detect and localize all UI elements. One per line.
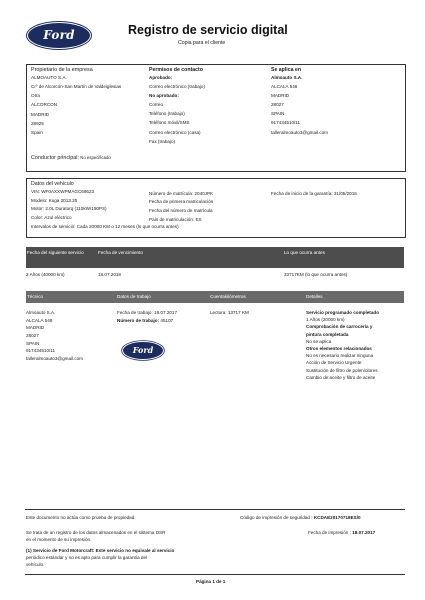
applies-line: 917434510/11: [271, 120, 301, 126]
work-data-column: [117, 310, 177, 324]
detail-item: No se aplica: [306, 338, 332, 344]
ford-logo: [27, 22, 91, 49]
company-line: Crº de Alcorcón-San Martín de Valdeiglesias: [31, 83, 122, 89]
next-service-value-1: 2 Años (40000 km): [26, 272, 65, 277]
detail-item: Sustitución de filtro de polen/olores: [306, 367, 378, 373]
work-number-value: 45107: [160, 317, 174, 323]
not-approved-label: No aprobado:: [149, 92, 179, 98]
detail-item: No es necesario realizar ninguna: [306, 353, 374, 359]
technician-line: MADRID: [26, 325, 45, 331]
detail-item: pintura completada: [306, 331, 349, 337]
work-date-line: [117, 310, 177, 316]
engine-label: Motor:: [31, 206, 45, 212]
detail-item: Servicio programado completado: [306, 310, 380, 315]
applies-column: [271, 67, 328, 136]
ford-logo-small: [122, 341, 164, 360]
engine-value: 2.0L Duratorq (110kW/150PS): [45, 206, 107, 212]
applies-line: 28027: [271, 102, 284, 108]
interval-label: Intervalos de servicio:: [31, 223, 76, 229]
interval-line: [31, 224, 179, 230]
print-date-label: Fecha de impresión :: [308, 530, 351, 535]
dsr-notice-line-1: Se trata de un registro de los datos almacenados en el sistema DSR: [26, 530, 166, 535]
security-code-value: KCDAE20170718ES/0: [313, 515, 361, 520]
plate-label: Número de matrícula:: [149, 190, 194, 196]
not-approved-item: Teléfono móvil/SMS: [149, 120, 190, 126]
vin-label: VIN:: [31, 189, 40, 195]
not-approved-item: Correo electrónico (casa): [149, 129, 201, 135]
approved-label: Aprobado:: [149, 74, 173, 80]
next-service-value-3: 33717KM (lo que ocurra antes): [284, 272, 348, 277]
plate-line: [149, 191, 213, 197]
contact-column: [149, 67, 205, 145]
company-line: 28925: [31, 120, 44, 126]
not-approved-item: Fax (trabajo): [149, 138, 176, 144]
detail-item: Otros elementos relacionados: [306, 345, 372, 351]
applies-line: MADRID: [271, 92, 290, 98]
technician-column: [26, 310, 83, 362]
driver-label: Conductor principal:: [31, 155, 79, 161]
security-code-label: Código de impresión de seguridad :: [240, 515, 313, 520]
company-line: Otra: [31, 93, 40, 99]
next-service-bar: [26, 247, 404, 268]
contact-heading: Permisos de contacto: [149, 67, 203, 73]
next-service-col2: Fecha de vencimiento: [98, 250, 143, 255]
work-date-label: Fecha de trabajo:: [117, 310, 153, 315]
next-service-col3: Lo que ocurra antes: [284, 250, 325, 255]
applies-line: SPAIN: [271, 111, 285, 117]
company-column: [31, 67, 121, 136]
warranty-label: Fecha de inicio de la garantía:: [271, 190, 333, 196]
main-driver: [31, 155, 111, 162]
details-column: [306, 310, 379, 381]
company-line: ALCORCON: [31, 102, 58, 108]
technician-line: Almoauto S.A.: [26, 310, 56, 315]
color-value: Azul eléctrico: [44, 215, 72, 221]
work-bar-col4: Detalles: [306, 294, 323, 299]
country-label: País de matriculación:: [149, 216, 195, 222]
technician-line: SPAIN: [26, 340, 40, 346]
work-number-label: Número de trabajo:: [117, 317, 160, 323]
approved-item: Correo electrónico (trabajo): [149, 83, 205, 89]
work-bar: [26, 291, 404, 303]
work-date-value: 18.07.2017: [154, 310, 178, 315]
warranty-value: 31/05/2016: [333, 190, 357, 196]
company-line: MADRID: [31, 111, 50, 117]
work-bar-col2: Datos de trabajo: [117, 294, 151, 299]
logo-text: Ford: [43, 28, 75, 43]
interval-value: Cada 20000 KM o 12 meses (lo que ocurra antes): [76, 223, 179, 229]
not-approved-item: Correo: [149, 102, 164, 108]
work-number-line: [117, 318, 177, 324]
odometer-value: 13717 KM: [227, 310, 249, 315]
applies-line: Almoauto S.A.: [271, 74, 303, 80]
company-line: ALMOAUTO S.A.: [31, 74, 67, 80]
current-registration-label: Fecha del número de matrícula: [149, 207, 213, 213]
security-code: [240, 515, 361, 521]
logo-text: Ford: [132, 345, 154, 356]
technician-line: ALCALA 546: [26, 317, 53, 323]
dsr-notice-line-2: en el momento de su impresión.: [26, 537, 92, 542]
odometer-line: [210, 310, 249, 316]
detail-item: Cambio de aceite y filtro de aceite: [306, 374, 376, 380]
applies-line: ALCALA 546: [271, 83, 298, 89]
vehicle-heading: Datos del vehículo: [31, 181, 74, 187]
work-bar-col3: Cuentakilómetros: [210, 294, 246, 299]
applies-heading: Se aplica en: [271, 67, 301, 73]
print-date: [308, 530, 375, 536]
page-number: Página 1 de 1: [196, 579, 226, 584]
detail-item: 1 Años (20000 km): [306, 317, 345, 323]
print-date-value: 18.07.2017: [352, 530, 376, 535]
motorcraft-note-line-3: vehículo.: [26, 562, 45, 567]
next-service-col1: Fecha del siguiente servicio: [27, 250, 84, 255]
first-registration-label: Fecha de primera matriculación: [149, 199, 214, 205]
country-value: ES: [195, 216, 202, 222]
technician-line: 917434510/11: [26, 348, 56, 354]
warranty-line: [271, 191, 357, 197]
model-label: Modelo:: [31, 197, 48, 203]
page-subtitle: Copia para el cliente: [178, 40, 226, 46]
vin-value: WF0AXXWPMAGC69523: [41, 189, 95, 195]
work-bar-col1: Técnico: [27, 294, 44, 299]
technician-line: 28027: [26, 333, 39, 339]
color-label: Color:: [31, 215, 44, 221]
page-title: Registro de servicio digital: [128, 23, 288, 37]
page-divider: [25, 574, 405, 575]
plate-value: 2040JPK: [194, 190, 214, 196]
company-line: Spain: [31, 129, 43, 135]
country-line: [149, 217, 213, 223]
footer-divider: [25, 509, 405, 510]
odometer-label: Lectura:: [210, 310, 227, 315]
motorcraft-note-line-1: (1) Servicio de Ford Motorcraft: Este servicio no equivale al servicio: [26, 548, 175, 553]
vehicle-column-mid: [149, 191, 213, 223]
company-heading: Propietario de la empresa: [31, 67, 93, 73]
detail-item: Acción de Servicio Urgente: [306, 360, 362, 366]
driver-value: No especificado: [80, 155, 111, 160]
proof-notice: Este documento no actúa como prueba de propiedad.: [26, 515, 136, 520]
not-approved-item: Teléfono (trabajo): [149, 111, 185, 117]
detail-item: Comprobación de carrocería y: [306, 324, 373, 330]
technician-line: talleralmoauto3@gmail.com: [26, 356, 84, 362]
model-value: Kuga 2013.25: [48, 197, 78, 203]
next-service-value-2: 18.07.2018: [98, 272, 121, 277]
applies-line: talleralmoauto3@gmail.com: [271, 129, 329, 135]
motorcraft-note-line-2: periódico estándar y no es apto para cumplir la garantía del: [26, 555, 148, 560]
